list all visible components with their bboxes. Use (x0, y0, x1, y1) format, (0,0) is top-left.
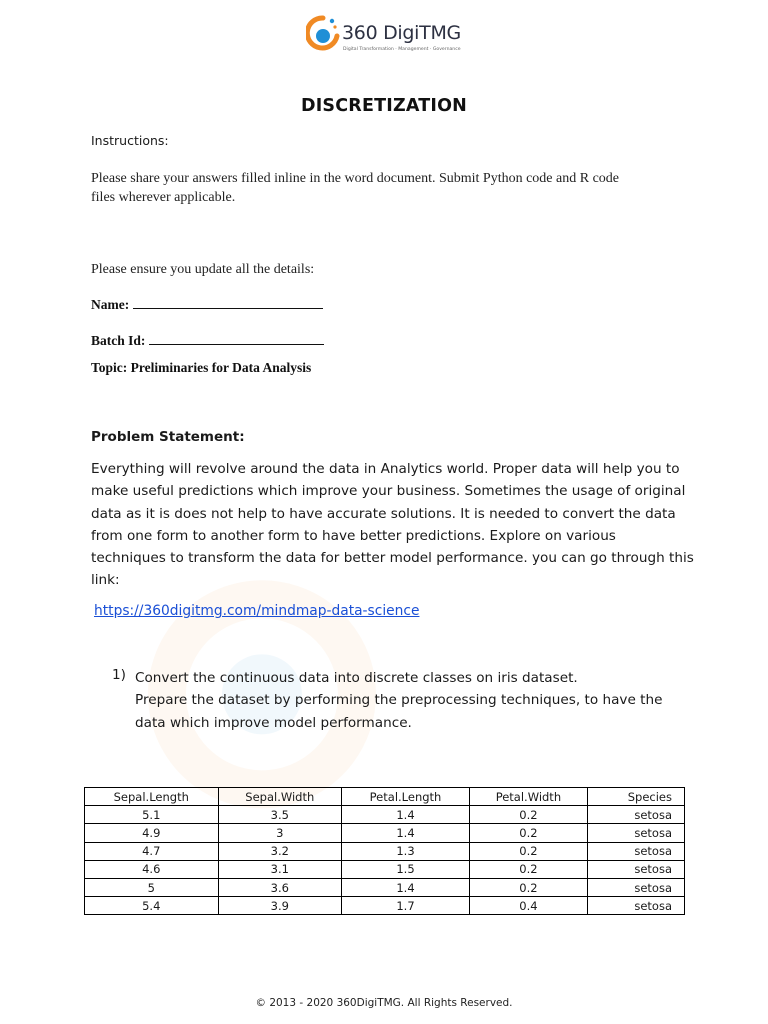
table-cell: setosa (587, 897, 684, 915)
details-prompt: Please ensure you update all the details: (91, 262, 315, 277)
table-cell: setosa (587, 842, 684, 860)
table-cell: 4.7 (85, 842, 219, 860)
header-sepal-length: Sepal.Length (85, 788, 219, 806)
brand-logo (306, 14, 466, 58)
problem-line: techniques to transform the data for better model performance. you can go through this (91, 550, 694, 567)
table-cell: 0.2 (469, 860, 587, 878)
table-header-row (85, 788, 685, 806)
batch-blank[interactable] (149, 331, 324, 345)
brand-name: 360 DigiTMG (342, 22, 461, 44)
table-cell: 1.4 (342, 806, 470, 824)
mindmap-link[interactable]: https://360digitmg.com/mindmap-data-science (94, 603, 420, 619)
table-cell: 0.2 (469, 878, 587, 896)
table-cell: 3.9 (218, 897, 342, 915)
table-row (85, 842, 685, 860)
question-line: Convert the continuous data into discrete classes on iris dataset. (135, 670, 578, 686)
copyright-footer: © 2013 - 2020 360DigiTMG. All Rights Reserved. (255, 997, 513, 1009)
table-cell: setosa (587, 860, 684, 878)
table-cell: setosa (587, 878, 684, 896)
table-row (85, 878, 685, 896)
table-cell: 4.6 (85, 860, 219, 878)
table-cell: 0.4 (469, 897, 587, 915)
table-cell: 3.6 (218, 878, 342, 896)
table-row (85, 806, 685, 824)
question-line: data which improve model performance. (135, 714, 412, 731)
table-row (85, 897, 685, 915)
question-line: Prepare the dataset by performing the preprocessing techniques, to have the (135, 692, 663, 709)
brand-tagline: Digital Transformation · Management · Governance (343, 47, 461, 52)
table-cell: 1.3 (342, 842, 470, 860)
instructions-line-2: files wherever applicable. (91, 190, 236, 205)
name-label: Name: (91, 297, 130, 312)
header-species: Species (587, 788, 684, 806)
problem-statement (91, 458, 694, 592)
name-field[interactable] (91, 295, 323, 313)
problem-line: make useful predictions which improve your business. Sometimes the usage of original (91, 483, 686, 500)
table-cell: 1.4 (342, 824, 470, 842)
name-blank[interactable] (133, 295, 323, 309)
table-cell: 5.1 (85, 806, 219, 824)
batch-field[interactable] (91, 331, 324, 349)
logo-mark-icon (306, 14, 340, 54)
problem-line: from one form to another form to have better predictions. Explore on various (91, 527, 616, 544)
topic-line (91, 360, 311, 376)
table-cell: 0.2 (469, 824, 587, 842)
table-cell: 0.2 (469, 806, 587, 824)
table-cell: 3 (218, 824, 342, 842)
header-petal-length: Petal.Length (342, 788, 470, 806)
table-cell: 0.2 (469, 842, 587, 860)
table-cell: 1.4 (342, 878, 470, 896)
table-cell: 4.9 (85, 824, 219, 842)
problem-line: link: (91, 572, 120, 589)
page-title: DISCRETIZATION (300, 96, 467, 116)
batch-label: Batch Id: (91, 333, 146, 348)
question-number: 1) (112, 667, 126, 683)
problem-line: Everything will revolve around the data in Analytics world. Proper data will help you to (91, 461, 680, 477)
header-sepal-width: Sepal.Width (218, 788, 342, 806)
table-cell: 5.4 (85, 897, 219, 915)
iris-table (84, 787, 685, 915)
problem-line: data as it is does not help to have accurate solutions. It is needed to convert the data (91, 505, 676, 522)
problem-heading: Problem Statement: (91, 429, 245, 445)
table-cell: 3.1 (218, 860, 342, 878)
table-cell: 1.5 (342, 860, 470, 878)
table-row (85, 824, 685, 842)
table-cell: 3.5 (218, 806, 342, 824)
table-cell: setosa (587, 824, 684, 842)
table-cell: 5 (85, 878, 219, 896)
table-row (85, 860, 685, 878)
instructions-heading: Instructions: (91, 133, 169, 148)
table-cell: 1.7 (342, 897, 470, 915)
header-petal-width: Petal.Width (469, 788, 587, 806)
table-cell: setosa (587, 806, 684, 824)
topic-label: Topic: Preliminaries for Data Analysis (91, 360, 312, 375)
table-cell: 3.2 (218, 842, 342, 860)
question-text (135, 667, 662, 734)
instructions-line-1: Please share your answers filled inline in the word document. Submit Python code and R code (91, 171, 620, 186)
